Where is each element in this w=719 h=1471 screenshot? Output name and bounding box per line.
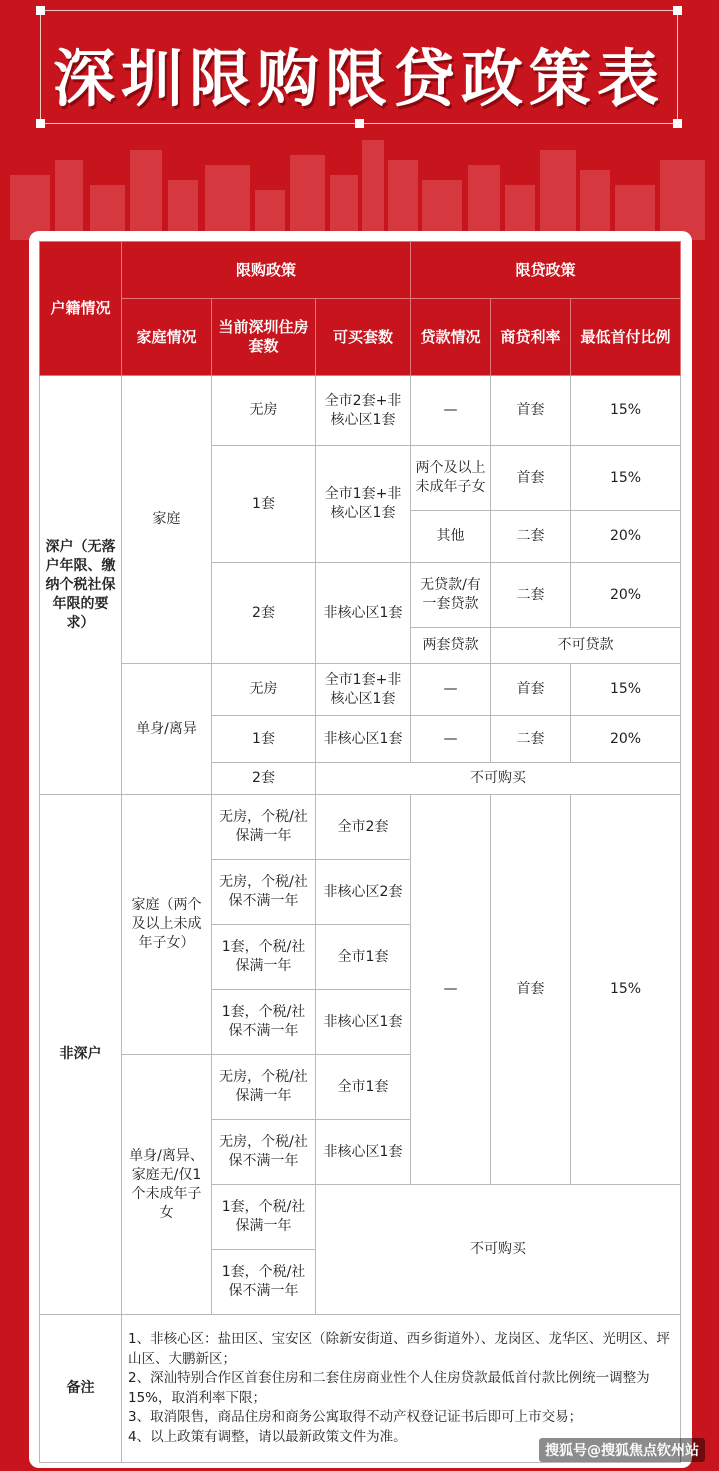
table-cell: — — [411, 716, 491, 763]
table-cell: 无房 — [212, 376, 316, 446]
table-cell: 15% — [571, 376, 681, 446]
table-cell: 1套 — [212, 446, 316, 563]
header-loan: 贷款情况 — [411, 299, 491, 376]
table-cell: 20% — [571, 563, 681, 628]
header-family: 家庭情况 — [122, 299, 212, 376]
table-cell: 1套，个税/社保不满一年 — [212, 990, 316, 1055]
table-cell: 其他 — [411, 511, 491, 563]
table-cell: 20% — [571, 511, 681, 563]
shenhu-label: 深户（无落户年限、缴纳个税社保年限的要求） — [40, 376, 122, 795]
table-cell: 全市2套 — [316, 795, 411, 860]
table-cell: 15% — [571, 795, 681, 1185]
feishen-family-label: 家庭（两个及以上未成年子女） — [122, 795, 212, 1055]
table-cell: 非核心区1套 — [316, 990, 411, 1055]
table-cell: 全市1套+非核心区1套 — [316, 446, 411, 563]
header-huji: 户籍情况 — [40, 242, 122, 376]
note-item: 2、深汕特别合作区首套住房和二套住房商业性个人住房贷款最低首付款比例统一调整为15%，取消利率下限； — [128, 1370, 650, 1406]
table-cell: 无房 — [212, 664, 316, 716]
table-cell: 无房，个税/社保不满一年 — [212, 1120, 316, 1185]
notes-label: 备注 — [40, 1315, 122, 1463]
table-cell: 15% — [571, 446, 681, 511]
table-cell: 全市1套+非核心区1套 — [316, 664, 411, 716]
banner-corner — [673, 6, 682, 15]
banner-corner — [673, 119, 682, 128]
header-current-houses: 当前深圳住房套数 — [212, 299, 316, 376]
table-cell: 2套 — [212, 563, 316, 664]
table-cell: 首套 — [491, 376, 571, 446]
table-cell: 两套贷款 — [411, 628, 491, 664]
table-cell: 全市1套 — [316, 1055, 411, 1120]
table-cell: 非核心区1套 — [316, 1120, 411, 1185]
table-cell: 两个及以上未成年子女 — [411, 446, 491, 511]
table-cell: 非核心区1套 — [316, 716, 411, 763]
table-cell: 无贷款/有一套贷款 — [411, 563, 491, 628]
note-item: 4、以上政策有调整，请以最新政策文件为准。 — [128, 1428, 407, 1445]
table-cell: 非核心区2套 — [316, 860, 411, 925]
table-cell: 20% — [571, 716, 681, 763]
feishen-label: 非深户 — [40, 795, 122, 1315]
header-xiandai: 限贷政策 — [411, 242, 681, 299]
table-cell: 非核心区1套 — [316, 563, 411, 664]
table-cell: 1套，个税/社保满一年 — [212, 1185, 316, 1250]
shenhu-family-label: 家庭 — [122, 376, 212, 664]
header-down-payment: 最低首付比例 — [571, 299, 681, 376]
city-skyline-illustration — [0, 130, 719, 240]
table-cell: 二套 — [491, 563, 571, 628]
table-cell: 首套 — [491, 664, 571, 716]
table-cell: 1套，个税/社保不满一年 — [212, 1250, 316, 1315]
note-item: 1、非核心区：盐田区、宝安区（除新安街道、西乡街道外）、龙岗区、龙华区、光明区、坪山区、大鹏新区； — [128, 1331, 670, 1367]
watermark: 搜狐号@搜狐焦点钦州站 — [539, 1438, 705, 1462]
table-cell: 1套 — [212, 716, 316, 763]
banner-corner — [36, 119, 45, 128]
feishen-single-label: 单身/离异、家庭无/仅1个未成年子女 — [122, 1055, 212, 1315]
table-cell: — — [411, 664, 491, 716]
banner-corner — [355, 119, 364, 128]
table-cell: 首套 — [491, 446, 571, 511]
table-cell: 无房，个税/社保满一年 — [212, 795, 316, 860]
table-cell: 全市1套 — [316, 925, 411, 990]
table-cell: 全市2套+非核心区1套 — [316, 376, 411, 446]
table-cell: 无房，个税/社保满一年 — [212, 1055, 316, 1120]
header-can-buy: 可买套数 — [316, 299, 411, 376]
title-banner — [40, 10, 678, 124]
table-cell: — — [411, 795, 491, 1185]
table-cell: 不可贷款 — [491, 628, 681, 664]
table-cell: 二套 — [491, 511, 571, 563]
table-cell: 不可购买 — [316, 1185, 681, 1315]
banner-corner — [36, 6, 45, 15]
table-cell: 无房，个税/社保不满一年 — [212, 860, 316, 925]
policy-table — [39, 241, 681, 1463]
table-cell: 二套 — [491, 716, 571, 763]
table-cell: 2套 — [212, 763, 316, 795]
note-item: 3、取消限售，商品住房和商务公寓取得不动产权登记证书后即可上市交易； — [128, 1409, 583, 1425]
shenhu-single-label: 单身/离异 — [122, 664, 212, 795]
header-xiangou: 限购政策 — [122, 242, 411, 299]
table-cell: 不可购买 — [316, 763, 681, 795]
page-title: 深圳限购限贷政策表 — [52, 42, 665, 115]
table-cell: — — [411, 376, 491, 446]
table-cell: 1套，个税/社保满一年 — [212, 925, 316, 990]
header-rate: 商贷利率 — [491, 299, 571, 376]
table-cell: 首套 — [491, 795, 571, 1185]
table-cell: 15% — [571, 664, 681, 716]
